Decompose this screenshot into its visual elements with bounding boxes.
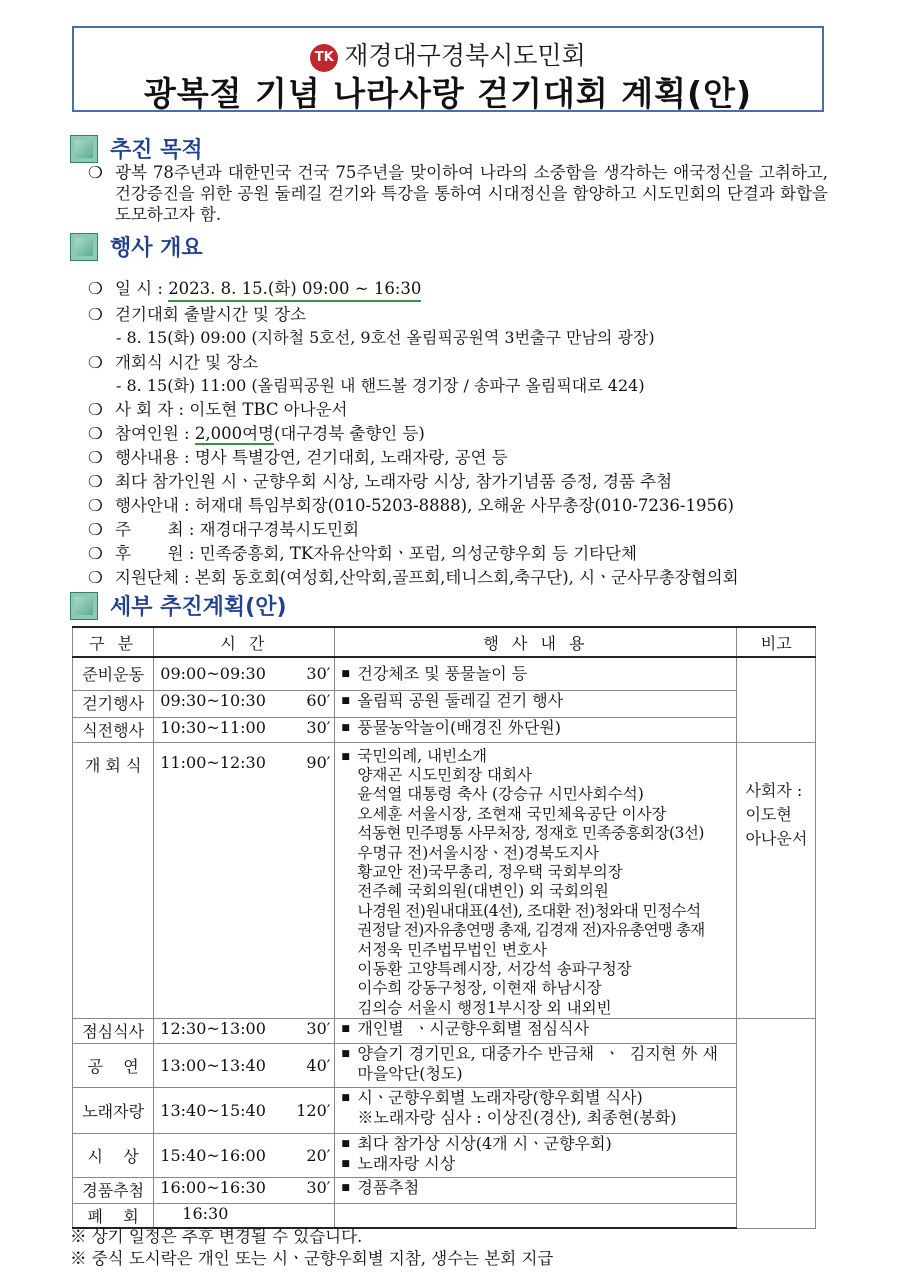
- table-row: [73, 1134, 816, 1178]
- square-bullet-icon: ■: [341, 668, 350, 679]
- row-category: 노래자랑: [73, 1088, 154, 1134]
- circle-bullet-icon: ❍: [88, 472, 103, 491]
- overview-item-ceremony: [88, 349, 258, 373]
- content-line: 이동환 고양특례시장, 서강석 송파구청장: [357, 959, 632, 978]
- row-duration: 120′: [292, 1088, 335, 1134]
- row-content: [335, 1134, 737, 1178]
- circle-bullet-icon: ❍: [88, 163, 103, 182]
- row-category: 식전행사: [73, 717, 154, 742]
- table-row: [73, 690, 816, 717]
- overview-walk-detail: - 8. 15(화) 09:00 (지하철 5호선, 9호선 올림픽공원역 3번출구 만남의 광장): [116, 328, 655, 347]
- row-content: [335, 657, 737, 690]
- row-note: [737, 657, 816, 742]
- content-line: 이수희 강동구청장, 이현재 하남시장: [357, 979, 602, 998]
- row-time: 11:00~12:30: [154, 742, 292, 1019]
- row-note: [737, 1019, 816, 1229]
- content-line: 시ㆍ군향우회별 노래자랑(향우회별 식사): [357, 1088, 643, 1108]
- item-label: 최다 참가인원 시ㆍ군향우회 시상, 노래자랑 시상, 참가기념품 증정, 경품 추첨: [115, 472, 673, 491]
- header-content: 행 사 내 용: [335, 627, 737, 657]
- overview-item-program: [88, 444, 508, 468]
- content-line: 김의승 서울시 행정1부시장 외 내외빈: [357, 998, 612, 1017]
- row-content: [335, 742, 737, 1019]
- row-content: [335, 1088, 737, 1134]
- section-detail-heading: [70, 590, 287, 621]
- circle-bullet-icon: ❍: [88, 520, 103, 539]
- item-separator: :: [178, 424, 195, 443]
- row-content: [335, 1044, 737, 1088]
- row-content: [335, 717, 737, 742]
- row-category: 개 회 식: [73, 742, 154, 1019]
- organization-line: [74, 36, 822, 72]
- section-purpose-heading: [70, 133, 203, 164]
- content-line: 권정달 전)자유총연맹 총재, 김경재 전)자유총연맹 총재: [357, 921, 705, 940]
- section-square-icon: [70, 135, 98, 163]
- square-bullet-icon: ■: [341, 1024, 350, 1035]
- content-line: 올림픽 공원 둘레길 걷기 행사: [357, 690, 564, 710]
- table-row: [73, 1088, 816, 1134]
- row-note: 사회자 : 이도현 아나운서: [737, 742, 816, 1019]
- item-separator: :: [183, 544, 200, 563]
- content-line: 서정욱 민주법무법인 변호사: [357, 940, 547, 959]
- circle-bullet-icon: ❍: [88, 424, 103, 443]
- organization-logo-icon: TK: [310, 44, 338, 72]
- circle-bullet-icon: ❍: [88, 496, 103, 515]
- item-value: 이도현 TBC 아나운서: [189, 400, 348, 419]
- item-label: 후 원: [115, 544, 184, 563]
- row-category: 경품추첨: [73, 1178, 154, 1204]
- table-row: [73, 1019, 816, 1044]
- row-duration: 30′: [292, 1178, 335, 1204]
- overview-item-date: [88, 275, 421, 299]
- content-line: 나경원 전)원내대표(4선), 조대환 전)청와대 민정수석: [357, 901, 701, 920]
- circle-bullet-icon: ❍: [88, 279, 103, 298]
- item-value: 명사 특별강연, 걷기대회, 노래자랑, 공연 등: [194, 448, 508, 467]
- row-category: 공 연: [73, 1044, 154, 1088]
- content-line: 석동현 민주평통 사무처장, 정재호 민족중흥회장(3선): [357, 824, 704, 843]
- footnote: ※ 중식 도시락은 개인 또는 시ㆍ군향우회별 지참, 생수는 본회 지급: [70, 1249, 554, 1268]
- table-row: [73, 1044, 816, 1088]
- content-line: 양슬기 경기민요, 대중가수 반금채 ㆍ 김지현 外 새마을악단(청도): [357, 1044, 718, 1084]
- item-label: 지원단체: [115, 568, 179, 587]
- item-separator: :: [152, 279, 169, 298]
- square-bullet-icon: ■: [341, 722, 350, 733]
- square-bullet-icon: ■: [341, 695, 350, 706]
- item-separator: :: [178, 496, 195, 515]
- content-line: 풍물농악놀이(배경진 外단원): [357, 717, 561, 737]
- header-category: 구 분: [73, 627, 154, 657]
- row-duration: 30′: [292, 657, 335, 690]
- item-label: 개회식 시간 및 장소: [115, 353, 259, 372]
- item-separator: :: [178, 448, 195, 467]
- table-row: [73, 1178, 816, 1204]
- item-label: 행사내용: [115, 448, 179, 467]
- content-line: 양재곤 시도민회장 대회사: [357, 765, 532, 784]
- section-overview-heading: [70, 231, 203, 262]
- row-content: [335, 690, 737, 717]
- row-category: 점심식사: [73, 1019, 154, 1044]
- table-row: [73, 657, 816, 690]
- overview-item-host: [88, 516, 359, 540]
- circle-bullet-icon: ❍: [88, 448, 103, 467]
- square-bullet-icon: ■: [341, 1093, 350, 1104]
- row-content: [335, 1204, 737, 1229]
- item-separator: :: [173, 400, 190, 419]
- section-title: 행사 개요: [110, 236, 203, 261]
- circle-bullet-icon: ❍: [88, 400, 103, 419]
- purpose-paragraph: [88, 162, 828, 225]
- section-square-icon: [70, 592, 98, 620]
- header-note: 비고: [737, 627, 816, 657]
- item-value: 2,000여명: [194, 424, 274, 443]
- document-title: 광복절 기념 나라사랑 걷기대회 계획(안): [143, 74, 753, 113]
- row-duration: 40′: [292, 1044, 335, 1088]
- section-title: 세부 추진계획(안): [110, 595, 287, 620]
- square-bullet-icon: ■: [341, 1183, 350, 1194]
- section-square-icon: [70, 233, 98, 261]
- purpose-text: 광복 78주년과 대한민국 건국 75주년을 맞이하여 나라의 소중함을 생각하는 애국정신을 고취하고, 건강증진을 위한 공원 둘레길 걷기와 특강을 통하여 시대정신을 함양하고 시도민회의 단결과 화합을 도모하고자 함.: [115, 163, 828, 224]
- row-time: 09:30~10:30: [154, 690, 292, 717]
- square-bullet-icon: ■: [341, 751, 350, 762]
- title-box: [72, 26, 824, 112]
- section-title: 추진 목적: [110, 138, 203, 163]
- content-line: 윤석열 대통령 축사 (강승규 시민사회수석): [357, 785, 644, 804]
- content-line: 경품추첨: [357, 1178, 420, 1198]
- square-bullet-icon: ■: [341, 1159, 350, 1170]
- circle-bullet-icon: ❍: [88, 353, 103, 372]
- row-duration: 20′: [292, 1134, 335, 1178]
- row-time: 09:00~09:30: [154, 657, 292, 690]
- content-line: 오세훈 서울시장, 조현재 국민체육공단 이사장: [357, 804, 667, 823]
- row-duration: 30′: [292, 1019, 335, 1044]
- overview-ceremony-detail: - 8. 15(화) 11:00 (올림픽공원 내 핸드볼 경기장 / 송파구 올림픽대로 424): [116, 376, 645, 395]
- content-line: 국민의례, 내빈소개: [357, 746, 488, 765]
- item-separator: :: [178, 568, 195, 587]
- circle-bullet-icon: ❍: [88, 305, 103, 324]
- footnote: ※ 상기 일정은 추후 변경될 수 있습니다.: [70, 1227, 363, 1246]
- content-line: 건강체조 및 풍물놀이 등: [357, 663, 528, 683]
- content-line: 황교안 전)국무총리, 정우택 국회부의장: [357, 862, 623, 881]
- item-value: 2023. 8. 15.(화) 09:00 ~ 16:30: [168, 279, 421, 302]
- row-category: 시 상: [73, 1134, 154, 1178]
- row-time: 13:40~15:40: [154, 1088, 292, 1134]
- organization-name: 재경대구경북시도민회: [344, 41, 586, 70]
- row-time: 12:30~13:00: [154, 1019, 292, 1044]
- row-content: [335, 1178, 737, 1204]
- item-label: 사 회 자: [115, 400, 174, 419]
- row-category: 준비운동: [73, 657, 154, 690]
- item-label: 주 최: [115, 520, 184, 539]
- item-label: 행사안내: [115, 496, 179, 515]
- overview-item-mc: [88, 396, 348, 420]
- content-extra-line: ※노래자랑 심사 : 이상진(경산), 최종현(봉화): [357, 1108, 677, 1128]
- table-header-row: [73, 627, 816, 657]
- item-value-rest: (대구경북 출향인 등): [273, 424, 425, 443]
- overview-item-walk-start: [88, 301, 306, 325]
- content-line: 전주혜 국회의원(대변인) 외 국회의원: [357, 882, 609, 901]
- overview-item-awards: [88, 468, 672, 492]
- content-line: 최다 참가상 시상(4개 시ㆍ군향우회): [357, 1134, 612, 1154]
- item-separator: :: [183, 520, 200, 539]
- row-duration: 90′: [292, 742, 335, 1019]
- item-value: 재경대구경북시도민회: [199, 520, 360, 539]
- ceremony-lines: [357, 747, 732, 1019]
- item-label: 참여인원: [115, 424, 179, 443]
- overview-item-contact: [88, 492, 734, 516]
- content-line: 개인별 ㆍ시군향우회별 점심식사: [357, 1019, 590, 1039]
- item-value: 민족중흥회, TK자유산악회ㆍ포럼, 의성군향우회 등 기타단체: [199, 544, 637, 563]
- item-value: 허재대 특임부회장(010-5203-8888), 오해윤 사무총장(010-7236-1956): [194, 496, 734, 515]
- content-line: 노래자랑 시상: [357, 1154, 456, 1174]
- row-time: 10:30~11:00: [154, 717, 292, 742]
- row-duration: 60′: [292, 690, 335, 717]
- item-value: 본회 동호회(여성회,산악회,골프회,테니스회,축구단), 시ㆍ군사무총장협의회: [194, 568, 739, 587]
- row-time: 13:00~13:40: [154, 1044, 292, 1088]
- item-label: 일 시: [115, 279, 153, 298]
- header-time: 시 간: [154, 627, 335, 657]
- circle-bullet-icon: ❍: [88, 544, 103, 563]
- overview-item-sponsor: [88, 540, 637, 564]
- square-bullet-icon: ■: [341, 1139, 350, 1150]
- overview-item-participants: [88, 420, 425, 444]
- table-row: [73, 717, 816, 742]
- overview-item-support: [88, 564, 739, 588]
- row-time: 16:00~16:30: [154, 1178, 292, 1204]
- row-category: 폐 회: [73, 1204, 154, 1229]
- item-label: 걷기대회 출발시간 및 장소: [115, 305, 307, 324]
- row-duration: 30′: [292, 717, 335, 742]
- square-bullet-icon: ■: [341, 1049, 350, 1060]
- row-content: [335, 1019, 737, 1044]
- circle-bullet-icon: ❍: [88, 568, 103, 587]
- row-time: 15:40~16:00: [154, 1134, 292, 1178]
- schedule-table: [72, 626, 816, 1229]
- row-time: 16:30: [154, 1204, 292, 1229]
- row-category: 걷기행사: [73, 690, 154, 717]
- content-line: 우명규 전)서울시장ㆍ전)경북도지사: [357, 843, 600, 862]
- table-row: [73, 742, 816, 1019]
